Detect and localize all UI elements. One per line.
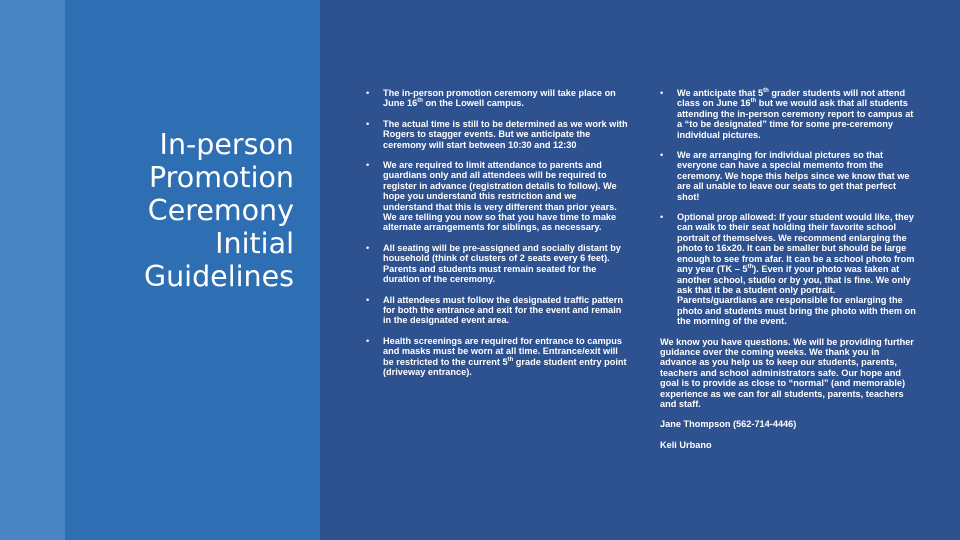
- right-column: [660, 88, 916, 460]
- bullet-item: [366, 336, 628, 378]
- bullet-icon: •: [366, 294, 370, 305]
- superscript: th: [750, 98, 757, 105]
- bullet-text: Health screenings are required for entrance to campus and masks must be worn at all time. Entrance/exit will be restricted to the current 5: [383, 335, 622, 367]
- superscript: th: [763, 88, 769, 94]
- bullet-item: [366, 88, 628, 109]
- bullet-icon: •: [660, 88, 664, 98]
- bullet-item: [366, 295, 628, 326]
- bullet-item: [366, 160, 628, 233]
- bullet-icon: •: [366, 88, 370, 98]
- bullet-text: grade student entry point (driveway entrance).: [383, 356, 627, 377]
- left-column: [366, 88, 628, 387]
- bullet-item: [366, 119, 628, 150]
- bullet-text: The actual time is still to be determined as we work with Rogers to stagger events. But we anticipate the ceremony will start between 10:30 and 12:30: [383, 118, 628, 150]
- bullet-text: We are arranging for individual pictures so that everyone can have a special memento from the ceremony. We hope this helps since we know that we are all unable to leave our seats to get that perfect shot!: [677, 150, 910, 202]
- bullet-text: ). Even if your photo was taken at another school, studio or by you, that is fine. We only ask that it be a student only portrait. Parents/guardians are responsible for enlarging the photo and students must bring the photo with them on the morning of the event.: [677, 264, 916, 327]
- bullet-text: All seating will be pre-assigned and socially distant by household (think of clusters of 2 seats every 6 feet). Parents and students must remain seated for the duration of the ceremony.: [383, 242, 621, 285]
- superscript: th: [417, 98, 423, 105]
- bullet-icon: •: [366, 335, 370, 346]
- superscript: th: [507, 356, 514, 363]
- bullet-icon: •: [660, 212, 664, 223]
- bullet-icon: •: [366, 118, 370, 129]
- signature-contact: Jane Thompson (562-714-4446): [660, 419, 797, 430]
- title-line: Guidelines: [144, 260, 294, 293]
- left-stripe: [0, 0, 65, 540]
- bullet-text: Optional prop allowed: If your student would like, they can walk to their seat holding their favorite school portrait of themselves. We recommend enlarging the photo to 16x20. It can be smaller but should be large enough to see from afar. It can be a school photo from any year (TK – 5: [677, 212, 915, 275]
- superscript: th: [747, 264, 754, 271]
- bullet-icon: •: [660, 150, 664, 161]
- bullet-text: We anticipate that 5: [677, 88, 764, 98]
- signature-name: Keli Urbano: [660, 439, 712, 450]
- bullet-text: grader students will not attend class on June 16: [677, 88, 906, 109]
- bullet-text: We are required to limit attendance to parents and guardians only and all attendees will be required to register in advance (registration details to follow). We hope you understand this restriction and we understand that this is very different than prior years. We are telling you now so that you have time to make alternate arrangements for siblings, as necessary.: [383, 160, 617, 233]
- bullet-text: All attendees must follow the designated traffic pattern for both the entrance and exit for the event and remain in the designated event area.: [383, 294, 623, 326]
- title-panel: [65, 0, 320, 540]
- bullet-text: but we would ask that all students attending the in-person ceremony report to campus at a “to be designated” time for some pre-ceremony individual pictures.: [677, 98, 914, 140]
- bullet-item: [660, 212, 916, 326]
- bullet-text: The in-person promotion ceremony will take place on June 16: [383, 88, 616, 109]
- bullet-icon: •: [366, 160, 370, 171]
- title-line: In-person: [159, 128, 294, 161]
- title-line: Ceremony: [147, 194, 294, 227]
- title-line: Initial: [215, 227, 294, 260]
- bullet-item: [660, 88, 916, 140]
- bullet-item: [366, 243, 628, 285]
- slide-title: [74, 128, 294, 293]
- bullet-item: [660, 150, 916, 202]
- title-line: Promotion: [148, 161, 294, 194]
- bullet-icon: •: [366, 242, 370, 253]
- closing-paragraph: We know you have questions. We will be providing further guidance over the coming weeks. We thank you in advance as you help us to keep our students, parents, teachers and school administrators safe. Our hope and goal is to provide as close to “normal” (and memorable) experience as we can for all students, parents, teachers and staff.: [660, 336, 914, 409]
- bullet-text: on the Lowell campus.: [422, 98, 524, 109]
